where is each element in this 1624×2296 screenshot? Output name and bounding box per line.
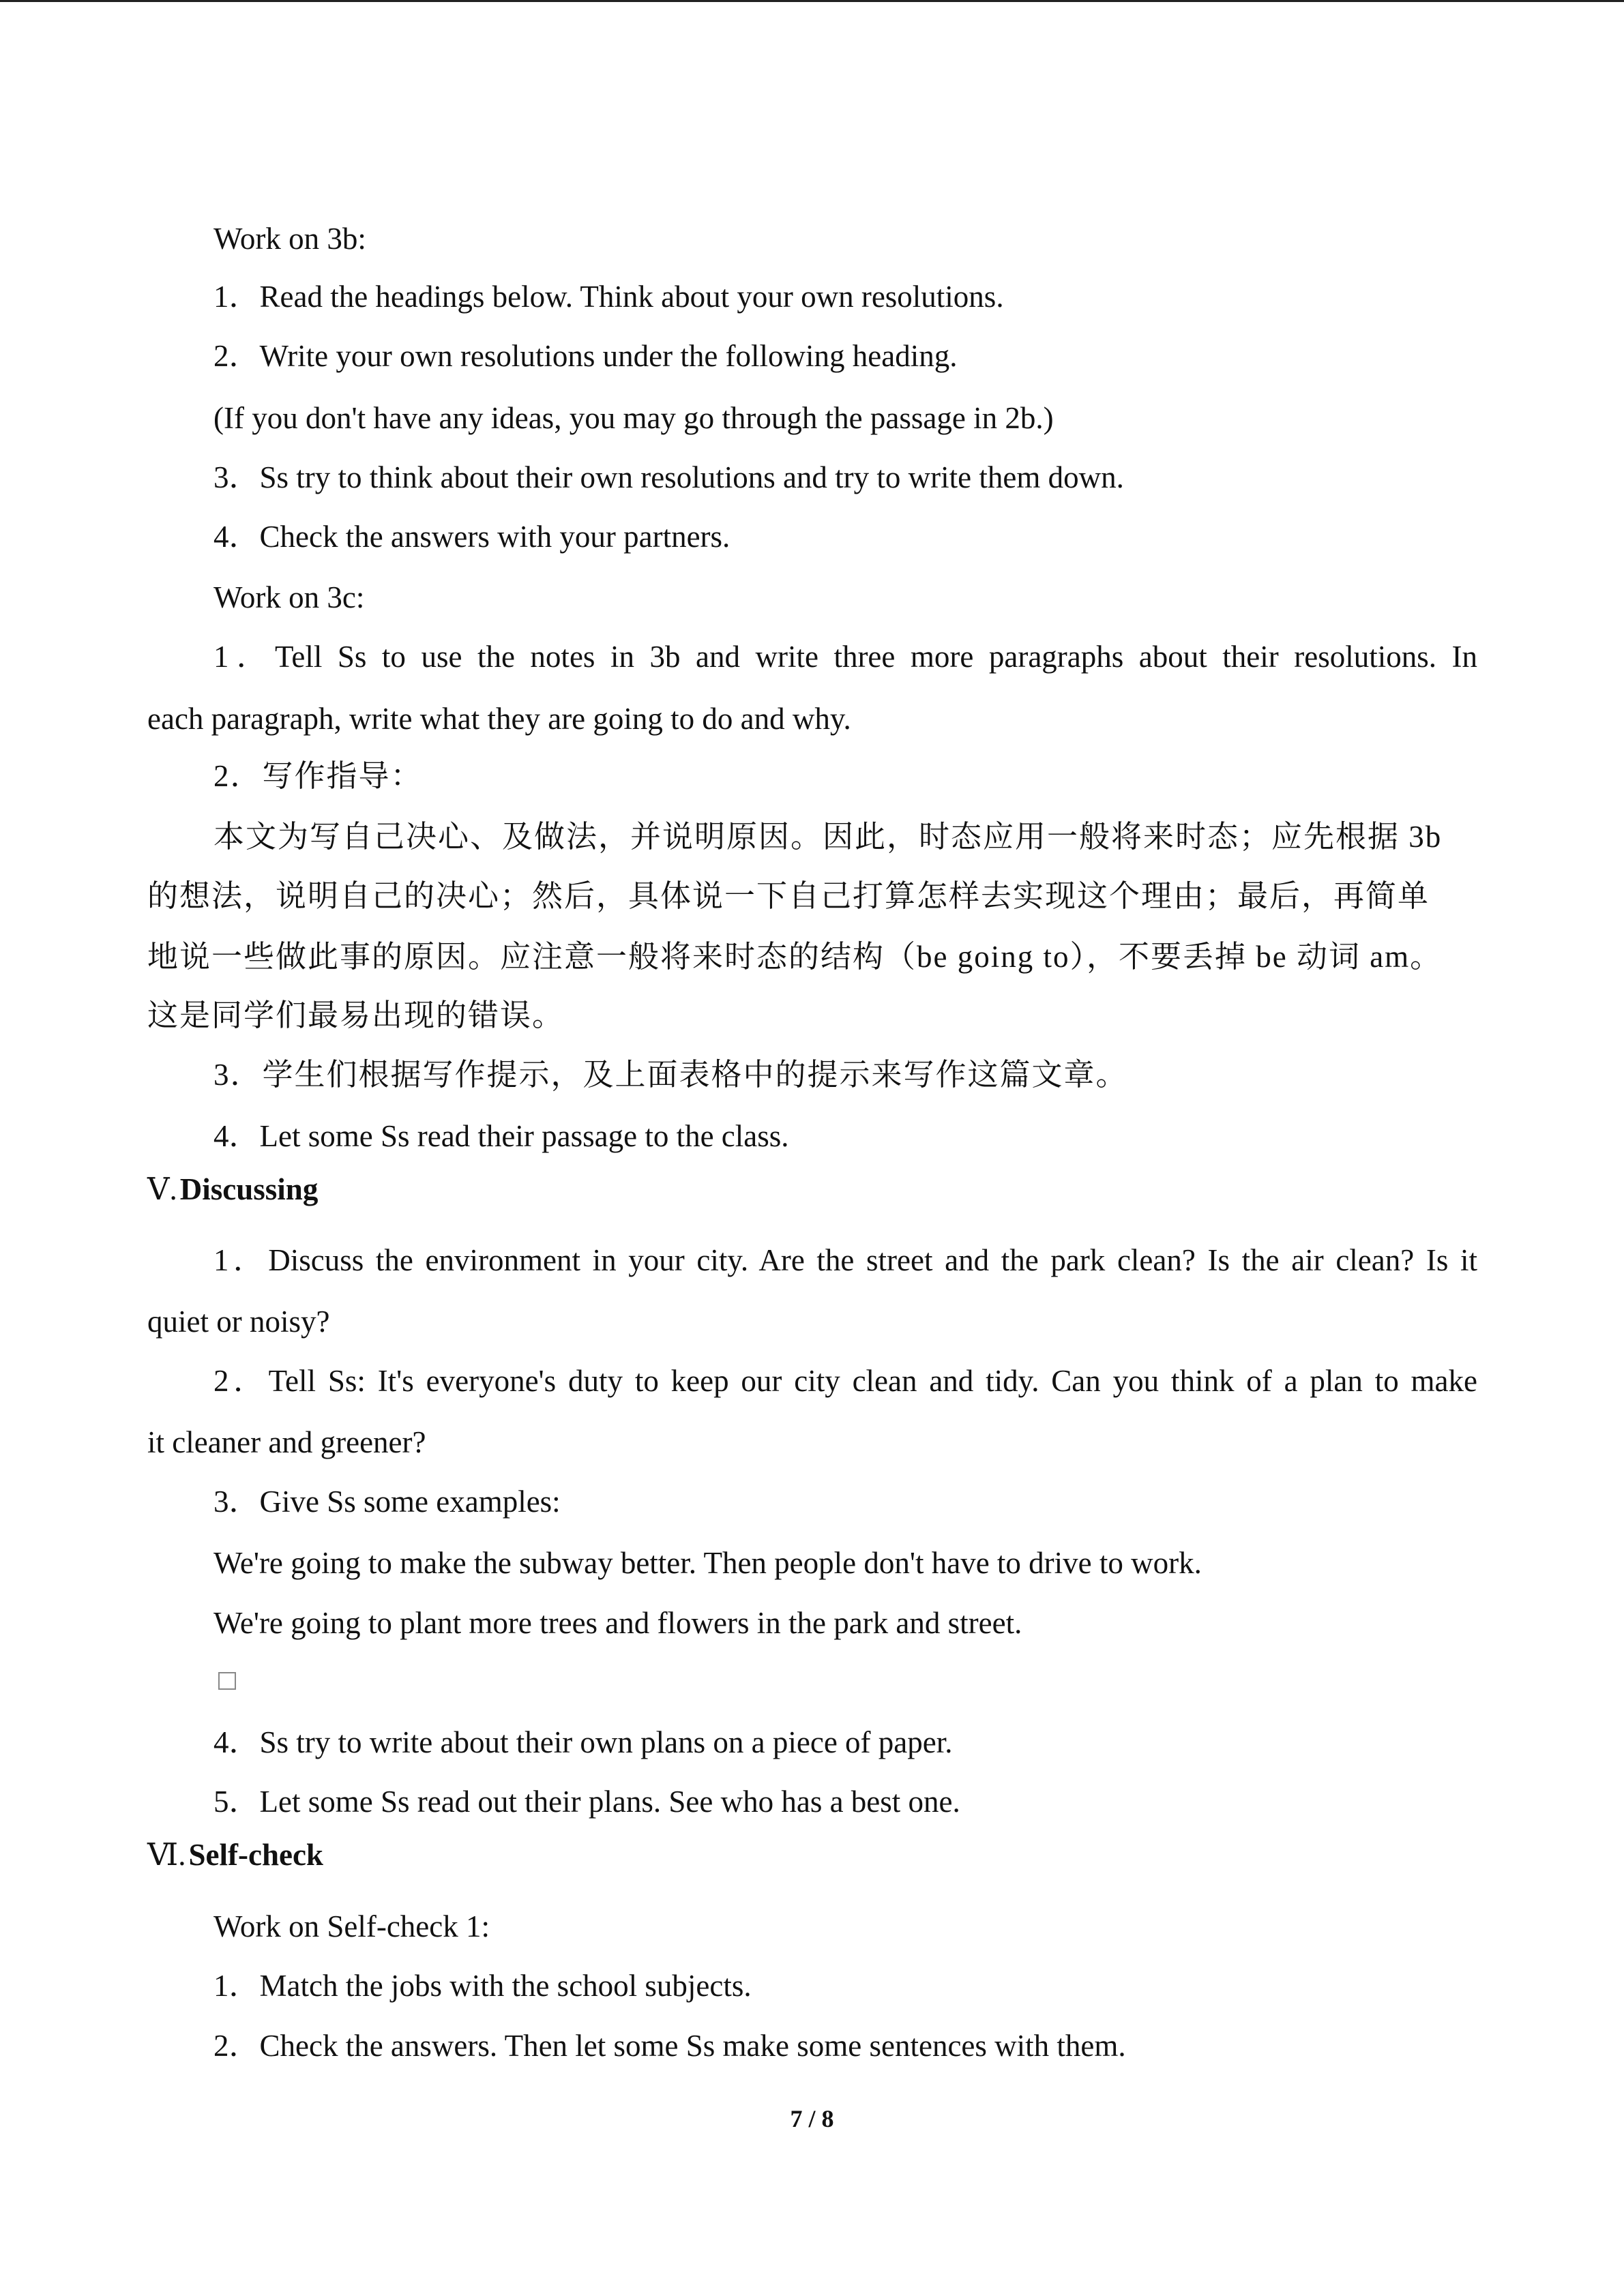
writing-guide-line-4: 这是同学们最易出现的错误。 <box>147 998 565 1032</box>
section-3b-step-3: 3．Ss try to think about their own resolutions and try to write them down. <box>213 460 1124 494</box>
page-top-border <box>0 0 1624 2</box>
discussing-example-2: We're going to plant more trees and flowers in the park and street. <box>213 1606 1022 1640</box>
section-3b-title: Work on 3b: <box>213 222 366 256</box>
section-3c-title: Work on 3c: <box>213 580 365 614</box>
discussing-numeral: Ⅴ. <box>147 1172 177 1206</box>
section-3c-step-2: 2．写作指导： <box>213 759 423 793</box>
section-3c-step-3: 3．学生们根据写作提示，及上面表格中的提示来写作这篇文章。 <box>213 1058 1128 1092</box>
empty-box-icon <box>218 1672 236 1690</box>
section-3c-step-1-line-1: 1．Tell Ss to use the notes in 3b and write three more paragraphs about their resolutions. In <box>213 640 1477 674</box>
discussing-step-3: 3．Give Ss some examples: <box>213 1485 561 1519</box>
writing-guide-line-3: 地说一些做此事的原因。应注意一般将来时态的结构（be going to），不要丢掉 be 动词 am。 <box>147 940 1443 974</box>
section-3c-step-4: 4．Let some Ss read their passage to the class. <box>213 1119 789 1153</box>
discussing-step-5: 5．Let some Ss read out their plans. See who has a best one. <box>213 1785 960 1819</box>
discussing-title: Discussing <box>179 1172 319 1206</box>
self-check-numeral: Ⅵ. <box>147 1838 186 1872</box>
self-check-step-1: 1．Match the jobs with the school subjects. <box>213 1969 752 2003</box>
discussing-step-4: 4．Ss try to write about their own plans on a piece of paper. <box>213 1725 953 1759</box>
section-3b-step-4: 4．Check the answers with your partners. <box>213 520 730 554</box>
section-3b-note: (If you don't have any ideas, you may go through the passage in 2b.) <box>213 401 1054 435</box>
self-check-heading <box>147 1834 323 1875</box>
section-3c-step-1-line-2: each paragraph, write what they are going to do and why. <box>147 702 851 736</box>
discussing-step-2-line-1: 2．Tell Ss: It's everyone's duty to keep our city clean and tidy. Can you think of a plan to make <box>213 1364 1477 1398</box>
discussing-step-1-line-2: quiet or noisy? <box>147 1304 330 1339</box>
self-check-step-2: 2．Check the answers. Then let some Ss make some sentences with them. <box>213 2029 1126 2063</box>
self-check-subtitle: Work on Self-check 1: <box>213 1909 490 1943</box>
section-3b-step-2: 2．Write your own resolutions under the following heading. <box>213 339 958 373</box>
writing-guide-line-1: 本文为写自己决心、及做法，并说明原因。因此，时态应用一般将来时态；应先根据 3b <box>213 820 1443 854</box>
section-3b-step-1: 1．Read the headings below. Think about your own resolutions. <box>213 280 1004 314</box>
writing-guide-line-2: 的想法，说明自己的决心；然后，具体说一下自己打算怎样去实现这个理由；最后，再简单 <box>147 879 1430 913</box>
page-number: 7 / 8 <box>790 2105 834 2132</box>
discussing-heading <box>147 1169 318 1210</box>
discussing-step-2-line-2: it cleaner and greener? <box>147 1425 426 1459</box>
discussing-step-1-line-1: 1．Discuss the environment in your city. Are the street and the park clean? Is the air clean? Is it <box>213 1243 1477 1277</box>
discussing-example-1: We're going to make the subway better. Then people don't have to drive to work. <box>213 1546 1202 1580</box>
self-check-title: Self-check <box>188 1838 323 1872</box>
